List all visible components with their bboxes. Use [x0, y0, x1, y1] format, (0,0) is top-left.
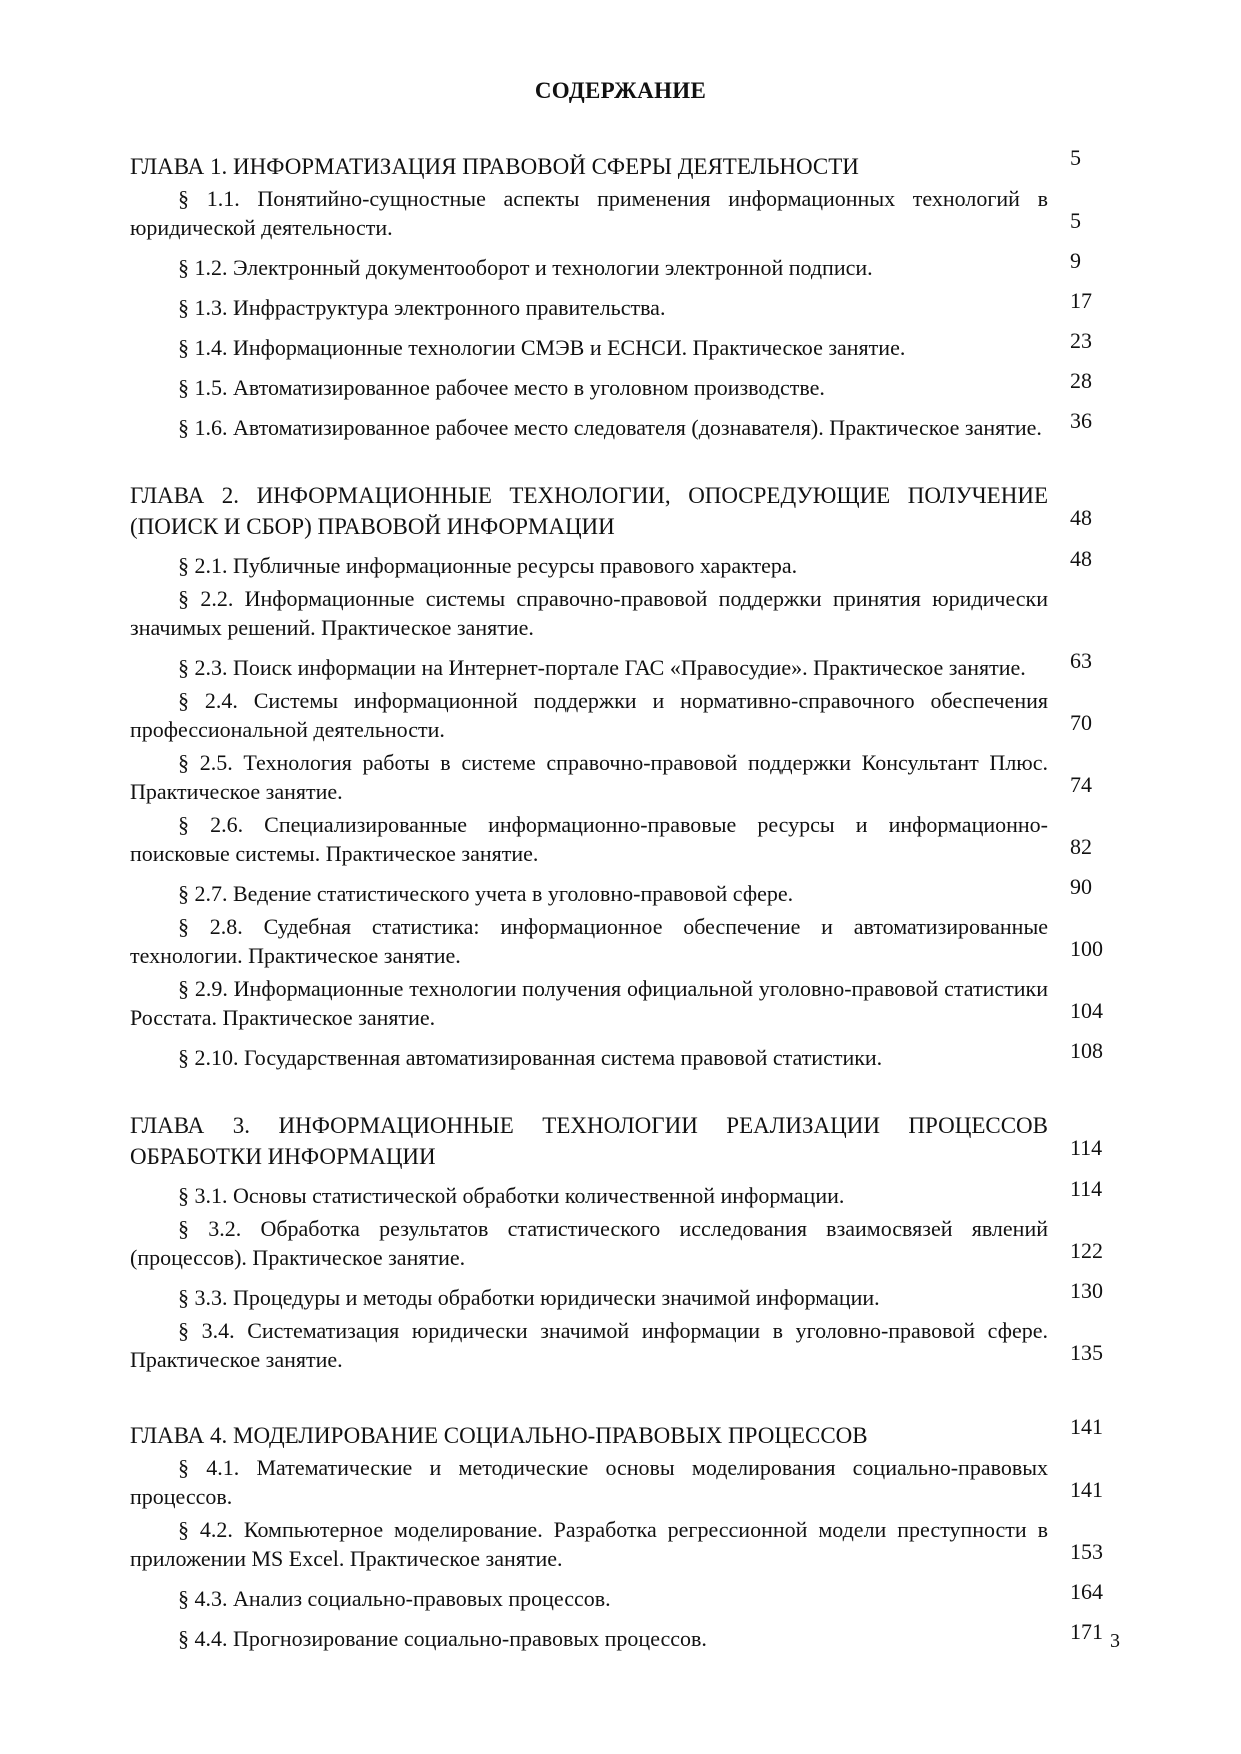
- toc-entry-2-8[interactable]: [130, 912, 1130, 974]
- chapter-heading[interactable]: [130, 143, 1130, 184]
- chapter-2: [130, 480, 1130, 1076]
- toc-entry-3-3[interactable]: [130, 1276, 1130, 1316]
- toc-entry-3-1[interactable]: [130, 1174, 1130, 1214]
- entry-page: 90: [1070, 874, 1092, 899]
- entry-page: 153: [1070, 1539, 1103, 1564]
- entry-title: § 2.5. Технология работы в системе справочно-правовой поддержки Консультант Плюс. Практическое занятие.: [130, 750, 1048, 804]
- entry-title: § 2.10. Государственная автоматизированная система правовой статистики.: [178, 1045, 883, 1070]
- entry-page: 17: [1070, 288, 1092, 313]
- entry-page: 122: [1070, 1238, 1103, 1263]
- entry-title: § 2.4. Системы информационной поддержки и нормативно-справочного обеспечения профессиональной деятельности.: [130, 688, 1048, 742]
- entry-page: 135: [1070, 1340, 1103, 1365]
- toc-entry-4-1[interactable]: [130, 1453, 1130, 1515]
- entry-title: § 3.3. Процедуры и методы обработки юридически значимой информации.: [178, 1285, 880, 1310]
- chapter-heading[interactable]: [130, 480, 1130, 544]
- entry-page: 48: [1070, 546, 1092, 571]
- table-of-contents: [130, 143, 1130, 1691]
- entry-page: 28: [1070, 368, 1092, 393]
- entry-page: 104: [1070, 998, 1103, 1023]
- toc-entry-2-1[interactable]: [130, 544, 1130, 584]
- page-number: 3: [1110, 1630, 1120, 1652]
- toc-entry-1-3[interactable]: [130, 286, 1130, 326]
- entry-page: 82: [1070, 834, 1092, 859]
- entry-title: § 4.1. Математические и методические основы моделирования социально-правовых процессов.: [130, 1455, 1048, 1509]
- entry-page: 63: [1070, 648, 1092, 673]
- entry-page: 171: [1070, 1619, 1103, 1644]
- entry-page: 9: [1070, 248, 1081, 273]
- toc-entry-1-2[interactable]: [130, 246, 1130, 286]
- entry-title: § 3.1. Основы статистической обработки количественной информации.: [178, 1183, 845, 1208]
- chapter-title: ГЛАВА 3. ИНФОРМАЦИОННЫЕ ТЕХНОЛОГИИ РЕАЛИЗАЦИИ ПРОЦЕССОВ ОБРАБОТКИ ИНФОРМАЦИИ: [130, 1113, 1048, 1169]
- toc-entry-2-2[interactable]: [130, 584, 1130, 646]
- entry-page: 23: [1070, 328, 1092, 353]
- toc-entry-1-1[interactable]: [130, 184, 1130, 246]
- entry-title: § 1.3. Инфраструктура электронного правительства.: [178, 295, 666, 320]
- entry-title: § 2.1. Публичные информационные ресурсы правового характера.: [178, 553, 798, 578]
- entry-title: § 2.9. Информационные технологии получения официальной уголовно-правовой статистики Росстата. Практическое занятие.: [130, 976, 1048, 1030]
- toc-entry-1-6[interactable]: [130, 406, 1130, 446]
- toc-entry-2-6[interactable]: [130, 810, 1130, 872]
- chapter-1: [130, 143, 1130, 446]
- chapter-page: 5: [1070, 145, 1081, 170]
- entry-title: § 2.8. Судебная статистика: информационное обеспечение и автоматизированные технологии. Практическое занятие.: [130, 914, 1048, 968]
- chapter-page: 141: [1070, 1414, 1103, 1439]
- toc-entry-4-4[interactable]: [130, 1617, 1130, 1657]
- toc-entry-2-5[interactable]: [130, 748, 1130, 810]
- entry-title: § 1.2. Электронный документооборот и технологии электронной подписи.: [178, 255, 873, 280]
- toc-entry-1-4[interactable]: [130, 326, 1130, 366]
- chapter-title: ГЛАВА 2. ИНФОРМАЦИОННЫЕ ТЕХНОЛОГИИ, ОПОСРЕДУЮЩИЕ ПОЛУЧЕНИЕ (ПОИСК И СБОР) ПРАВОВОЙ ИНФОРМАЦИИ: [130, 483, 1048, 539]
- entry-title: § 4.2. Компьютерное моделирование. Разработка регрессионной модели преступности в приложении MS Excel. Практическое занятие.: [130, 1517, 1048, 1571]
- toc-entry-2-7[interactable]: [130, 872, 1130, 912]
- chapter-title: ГЛАВА 1. ИНФОРМАТИЗАЦИЯ ПРАВОВОЙ СФЕРЫ ДЕЯТЕЛЬНОСТИ: [130, 154, 859, 179]
- entry-page: 74: [1070, 772, 1092, 797]
- entry-title: § 4.3. Анализ социально-правовых процессов.: [178, 1586, 611, 1611]
- entry-page: 36: [1070, 408, 1092, 433]
- entry-page: 108: [1070, 1038, 1103, 1063]
- chapter-page: 48: [1070, 505, 1092, 530]
- toc-entry-2-4[interactable]: [130, 686, 1130, 748]
- chapter-heading[interactable]: [130, 1412, 1130, 1453]
- entry-page: 114: [1070, 1176, 1103, 1201]
- toc-entry-3-2[interactable]: [130, 1214, 1130, 1276]
- toc-entry-4-3[interactable]: [130, 1577, 1130, 1617]
- chapter-3: [130, 1110, 1130, 1378]
- entry-title: § 4.4. Прогнозирование социально-правовых процессов.: [178, 1626, 707, 1651]
- entry-page: 141: [1070, 1477, 1103, 1502]
- entry-title: § 1.5. Автоматизированное рабочее место в уголовном производстве.: [178, 375, 825, 400]
- entry-page: 70: [1070, 710, 1092, 735]
- chapter-4: [130, 1412, 1130, 1657]
- toc-entry-2-9[interactable]: [130, 974, 1130, 1036]
- chapter-heading[interactable]: [130, 1110, 1130, 1174]
- entry-title: § 2.3. Поиск информации на Интернет-портале ГАС «Правосудие». Практическое занятие.: [178, 655, 1026, 680]
- entry-title: § 1.1. Понятийно-сущностные аспекты применения информационных технологий в юридической деятельности.: [130, 186, 1048, 240]
- entry-title: § 1.4. Информационные технологии СМЭВ и ЕСНСИ. Практическое занятие.: [178, 335, 906, 360]
- entry-title: § 2.6. Специализированные информационно-правовые ресурсы и информационно-поисковые системы. Практическое занятие.: [130, 812, 1048, 866]
- entry-page: 100: [1070, 936, 1103, 961]
- toc-entry-2-10[interactable]: [130, 1036, 1130, 1076]
- chapter-page: 114: [1070, 1135, 1103, 1160]
- entry-page: 5: [1070, 208, 1081, 233]
- toc-title: СОДЕРЖАНИЕ: [534, 78, 707, 103]
- entry-title: § 3.2. Обработка результатов статистического исследования взаимосвязей явлений (процессов). Практическое занятие.: [130, 1216, 1048, 1270]
- entry-page: [1048, 635, 1130, 646]
- entry-title: § 2.2. Информационные системы справочно-правовой поддержки принятия юридически значимых решений. Практическое занятие.: [130, 586, 1048, 640]
- chapter-title: ГЛАВА 4. МОДЕЛИРОВАНИЕ СОЦИАЛЬНО-ПРАВОВЫХ ПРОЦЕССОВ: [130, 1423, 868, 1448]
- toc-entry-4-2[interactable]: [130, 1515, 1130, 1577]
- toc-entry-1-5[interactable]: [130, 366, 1130, 406]
- entry-title: § 3.4. Систематизация юридически значимой информации в уголовно-правовой сфере. Практическое занятие.: [130, 1318, 1048, 1372]
- entry-title: § 1.6. Автоматизированное рабочее место следователя (дознавателя). Практическое занятие.: [178, 415, 1042, 440]
- toc-entry-2-3[interactable]: [130, 646, 1130, 686]
- entry-title: § 2.7. Ведение статистического учета в уголовно-правовой сфере.: [178, 881, 794, 906]
- toc-entry-3-4[interactable]: [130, 1316, 1130, 1378]
- entry-page: 164: [1070, 1579, 1103, 1604]
- entry-page: 130: [1070, 1278, 1103, 1303]
